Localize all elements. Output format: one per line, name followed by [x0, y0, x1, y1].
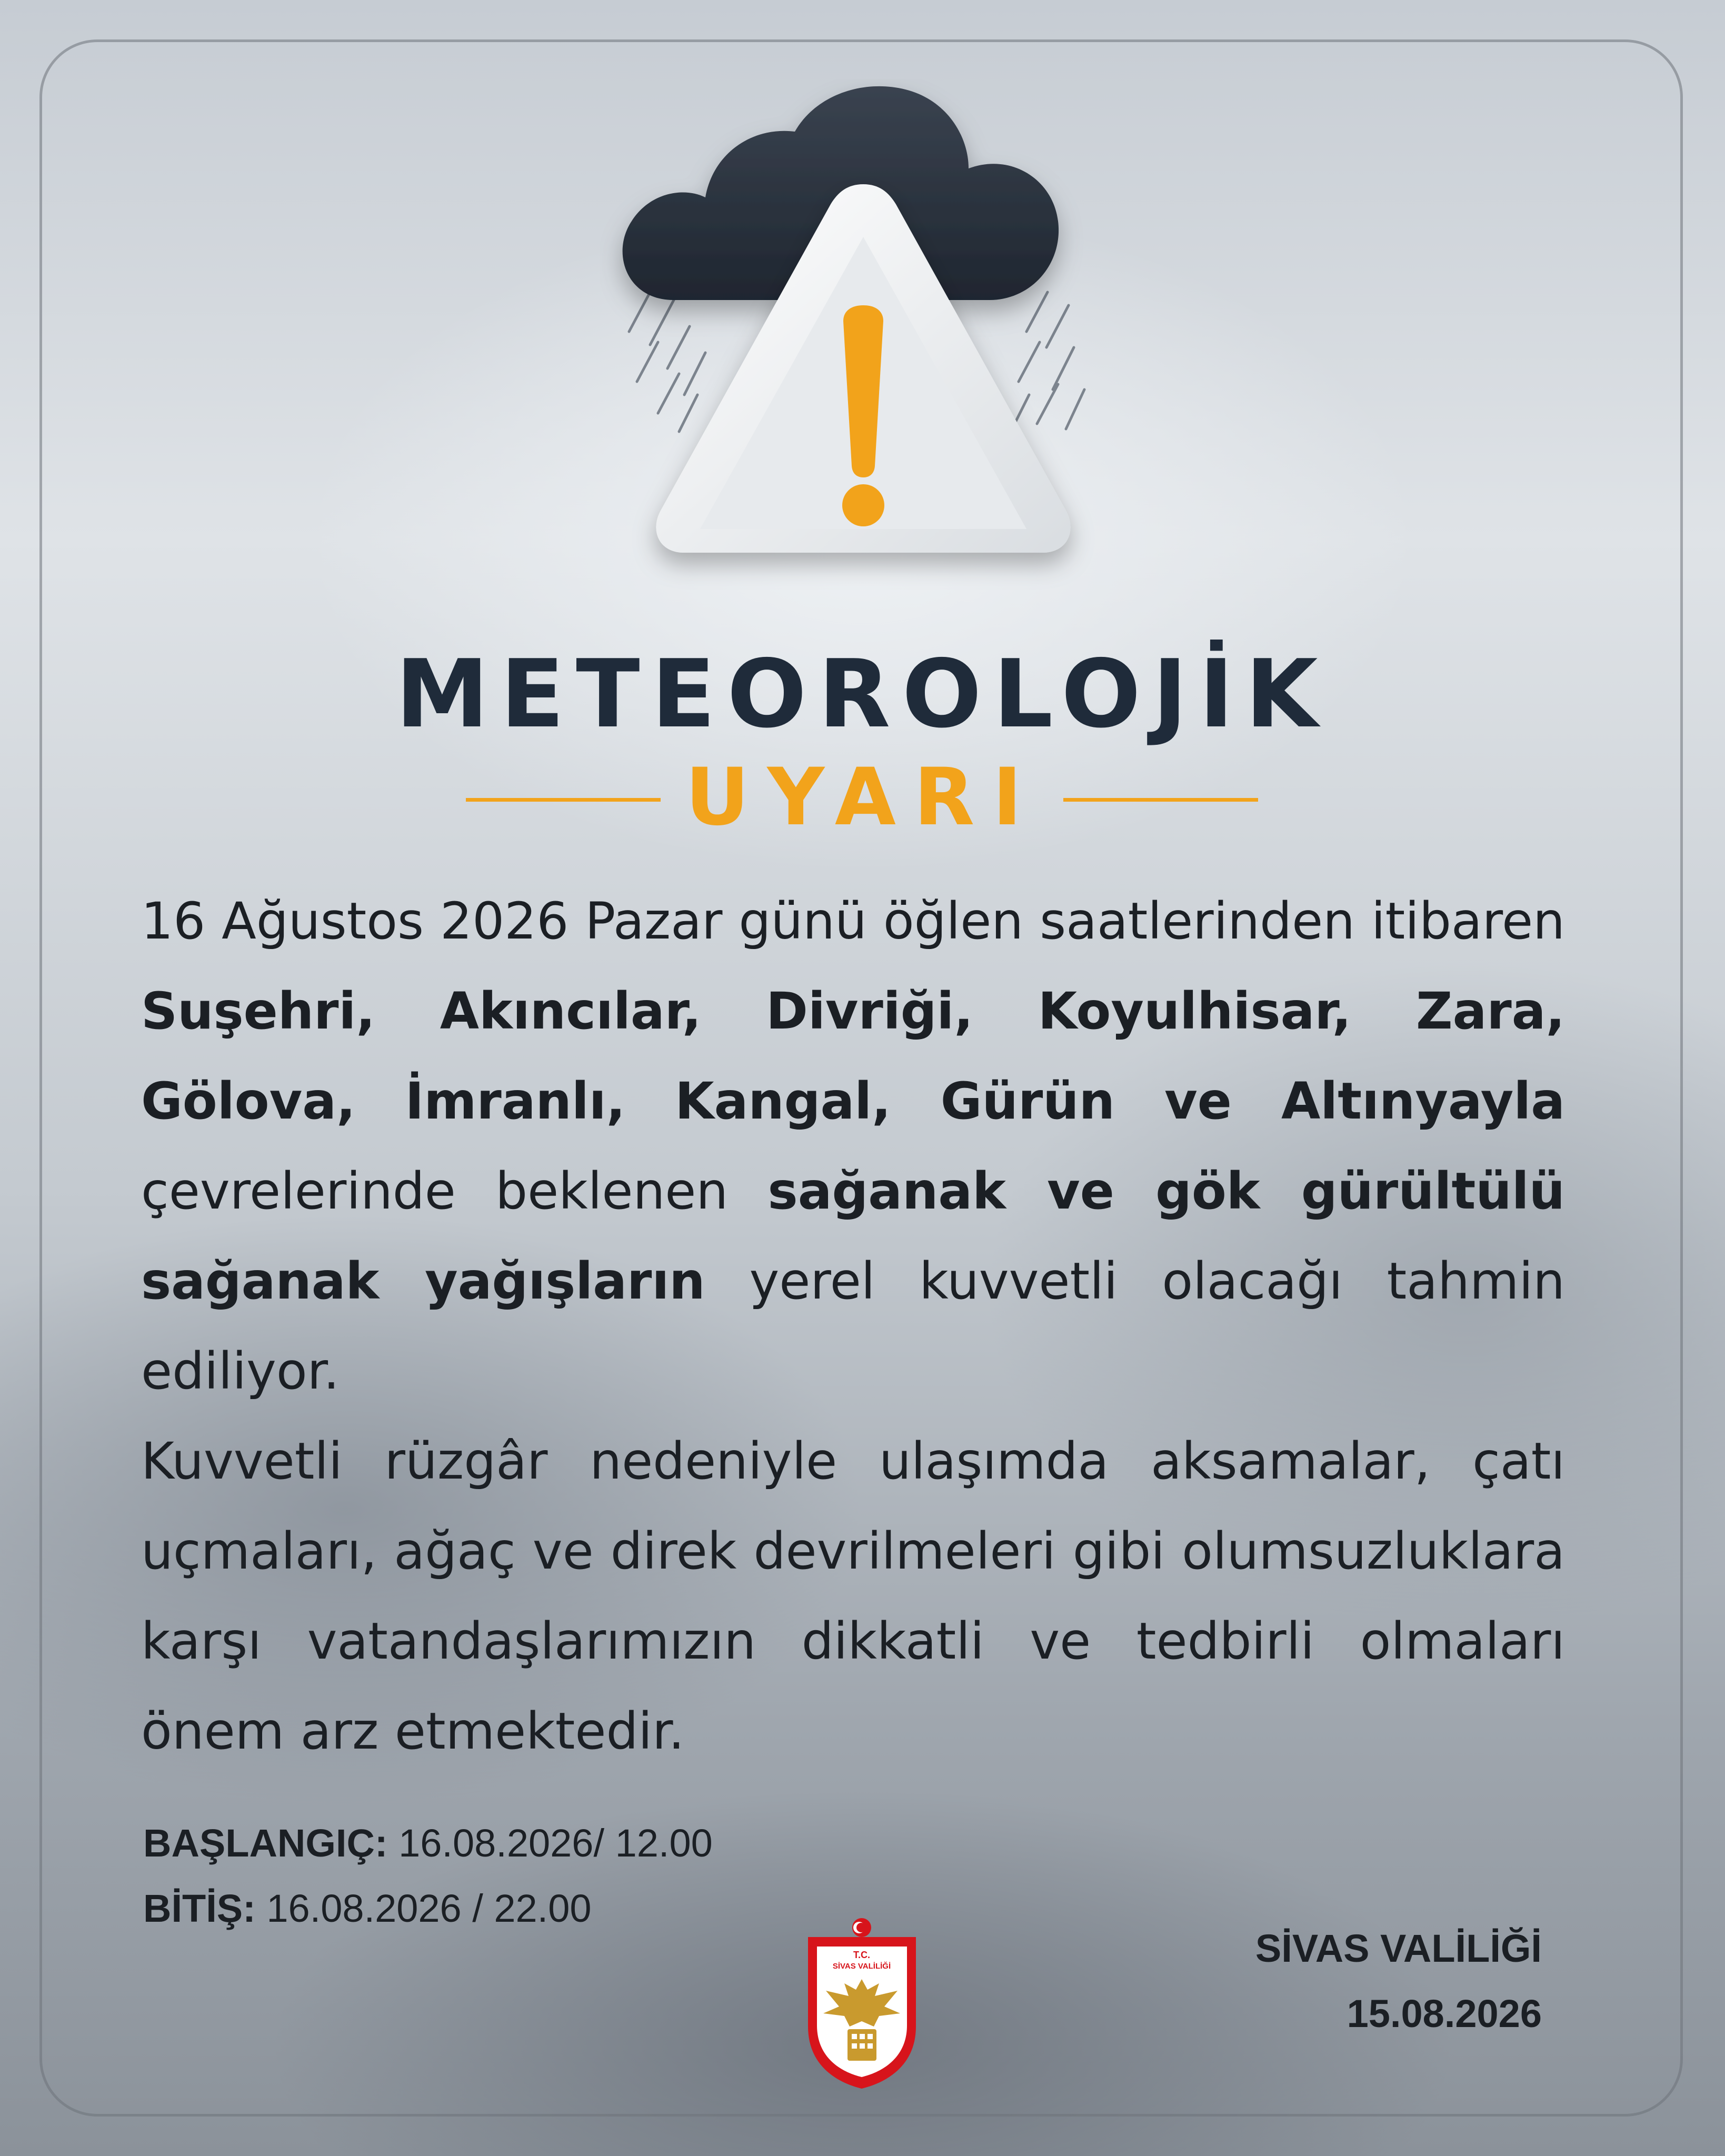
page-subtitle: UYARI — [685, 752, 1040, 843]
authority-name: SİVAS VALİLİĞİ — [1255, 1927, 1542, 1970]
divider-right — [1063, 798, 1258, 802]
precipitation-type: sağanak ve gök gürültülü sağanak yağışların — [141, 1162, 1566, 1311]
svg-text:T.C.: T.C. — [853, 1950, 871, 1960]
start-time: BAŞLANGIÇ: 16.08.2026/ 12.00 — [143, 1821, 713, 1865]
paragraph-advice: Kuvvetli rüzgâr nedeniyle ulaşımda aksamalar, çatı uçmaları, ağaç ve direk devrilmeleri gibi olumsuzluklara karşı vatandaşlarımızın dikkatli ve tedbirli olmaları önem arz etmektedir. — [141, 1432, 1565, 1761]
affected-districts: Suşehri, Akıncılar, Divriği, Koyulhisar, Zara, Gölova, İmranlı, Kangal, Gürün ve Altınyayla — [141, 982, 1565, 1131]
issue-date: 15.08.2026 — [1347, 1992, 1542, 2035]
warning-schedule — [143, 1811, 713, 1941]
svg-text:SİVAS VALİLİĞİ: SİVAS VALİLİĞİ — [832, 1962, 891, 1971]
page-title: METEOROLOJİK — [395, 640, 1330, 748]
warning-body — [141, 876, 1565, 1776]
governorship-seal-logo — [800, 1916, 924, 2090]
signature-block — [1255, 1916, 1542, 2047]
storm-warning-icon — [600, 79, 1126, 611]
paragraph-forecast: 16 Ağustos 2026 Pazar günü öğlen saatlerinden itibaren Suşehri, Akıncılar, Divriği, Koyulhisar, Zara, Gölova, İmranlı, Kangal, Gürün ve Altınyayla çevrelerinde beklenen sağanak ve gök gürültülü sağanak yağışların yerel kuvvetli olacağı tahmin ediliyor. — [141, 892, 1566, 1401]
end-time: BİTİŞ: 16.08.2026 / 22.00 — [143, 1886, 592, 1930]
